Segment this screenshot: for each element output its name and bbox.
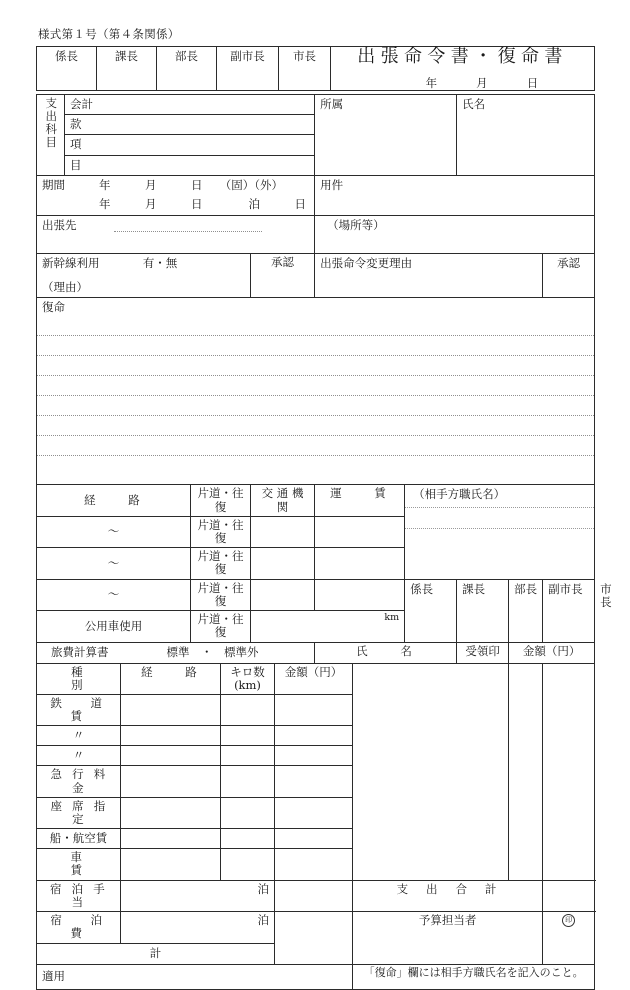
budget-officer-label: 予算担当者	[418, 913, 477, 928]
expense-row-2-kind	[37, 746, 121, 766]
expense-row-5-kind	[37, 829, 121, 849]
seal-icon: 印	[562, 914, 575, 927]
destination-label-wrap	[37, 216, 314, 235]
route-header-transport-label: 交 通 機 関	[261, 486, 304, 514]
expense-row-6-kind-label: 車 賃	[70, 850, 151, 878]
shinkansen-choice[interactable]: 有・無	[142, 255, 178, 270]
affiliation-label: 所属	[320, 97, 344, 111]
expense-row-1-kind-label: 〃	[72, 728, 85, 743]
approval-bottom-label-4: 市長	[600, 581, 612, 609]
payee-header-amount-label: 金額（円）	[522, 643, 581, 658]
expense-row-2-route[interactable]	[121, 746, 221, 766]
route-header-trip-label: 片道・往復	[197, 486, 244, 514]
expense-row-3-amount[interactable]	[275, 766, 353, 797]
account-row-kaikei[interactable]	[65, 95, 315, 115]
report-lines[interactable]	[37, 316, 594, 475]
route-row-0-route[interactable]	[37, 516, 191, 547]
period-label: 期間	[42, 177, 65, 192]
expense-row-1-kind	[37, 726, 121, 746]
route-row-0-transport[interactable]	[251, 516, 315, 547]
report-line[interactable]	[37, 336, 594, 356]
purpose-label: 用件	[320, 177, 344, 192]
official-car-trip-cell[interactable]	[191, 611, 251, 642]
expense-header-kind-label: 種 別	[71, 664, 131, 692]
expense-row-3-route[interactable]	[121, 766, 221, 797]
approval-label-4: 市長	[293, 49, 316, 63]
expense-row-0-amount[interactable]	[275, 694, 353, 725]
payee-header-seal-label: 受領印	[465, 643, 500, 658]
counterpart-space[interactable]	[405, 508, 594, 528]
route-row-2-trip[interactable]	[191, 579, 251, 610]
report-line[interactable]	[37, 416, 594, 436]
expense-row-3-km[interactable]	[221, 766, 275, 797]
route-row-1-trip[interactable]	[191, 548, 251, 579]
expense-row-1-amount[interactable]	[275, 726, 353, 746]
route-row-1-transport[interactable]	[251, 548, 315, 579]
route-row-0-fare[interactable]	[315, 516, 405, 547]
expense-row-2-kind-label: 〃	[72, 748, 85, 763]
expense-row-4-kind	[37, 797, 121, 828]
report-line[interactable]	[37, 376, 594, 396]
application-cell[interactable]	[37, 964, 353, 989]
route-row-2-route-text: 〜	[107, 587, 120, 602]
shinkansen-approval-cell[interactable]	[251, 253, 315, 297]
payout-total-label-cell	[353, 880, 543, 911]
route-header-fare	[315, 485, 405, 516]
expense-grand-total-amount[interactable]	[275, 912, 353, 964]
lodging-fee-nights-cell[interactable]	[121, 912, 275, 943]
payee-name-cell[interactable]	[353, 663, 509, 880]
lodging-allowance-nights-cell[interactable]	[121, 880, 275, 911]
report-line[interactable]	[37, 436, 594, 456]
route-row-1-fare[interactable]	[315, 548, 405, 579]
approval-label-0: 係長	[55, 49, 78, 63]
expense-row-5-route[interactable]	[121, 829, 221, 849]
payee-header-name-label: 氏 名	[356, 643, 416, 658]
expense-row-6-kind	[37, 849, 151, 880]
period-line-1	[37, 176, 314, 195]
expense-row-4-kind-label: 座 席 指 定	[50, 798, 109, 827]
route-row-0-trip[interactable]	[191, 516, 251, 547]
period-row-2[interactable]	[37, 195, 315, 215]
approval-cell-4[interactable]	[279, 47, 331, 91]
route-row-2-fare[interactable]	[315, 579, 405, 610]
report-line[interactable]	[37, 396, 594, 416]
official-car-trip: 片道・往復	[197, 612, 244, 640]
travel-expense-title-wrap	[37, 643, 314, 663]
account-row-moku[interactable]	[65, 155, 315, 175]
expense-row-0-kind-label: 鉄 道 賃	[50, 695, 131, 724]
period-line-2: 年 月 日 泊 日	[99, 197, 306, 212]
approval-bottom-label-3: 副市長	[548, 581, 583, 596]
expense-header-amount	[275, 663, 353, 694]
change-approval-label: 承認	[557, 255, 581, 270]
payee-seal-cell[interactable]	[509, 663, 543, 880]
expense-total-label-cell	[37, 943, 275, 964]
route-header-route-label: 経 路	[84, 492, 143, 507]
official-car-label: 公用車使用	[84, 618, 143, 633]
destination-cell[interactable]	[37, 215, 315, 253]
route-row-2-transport[interactable]	[251, 579, 315, 610]
expense-row-4-km[interactable]	[221, 797, 275, 828]
official-car-unit: km	[384, 612, 400, 624]
approval-cell-1[interactable]	[97, 47, 157, 91]
expense-row-5-kind-label: 船・航空賃	[49, 831, 108, 846]
expense-row-6-km[interactable]	[221, 849, 275, 880]
approval-cell-3[interactable]	[217, 47, 279, 91]
counterpart-cell[interactable]	[405, 485, 595, 579]
expense-row-4-route[interactable]	[121, 797, 221, 828]
expense-row-1-km[interactable]	[221, 726, 275, 746]
shinkansen-cell[interactable]	[37, 253, 251, 297]
route-header-route	[37, 485, 191, 516]
shinkansen-label: 新幹線利用	[42, 255, 100, 270]
official-car-label-cell	[37, 611, 191, 642]
budget-officer-seal	[543, 912, 594, 929]
main-table	[36, 94, 612, 990]
payout-total-label: 支 出 合 計	[396, 881, 500, 896]
official-car-km-cell[interactable]	[251, 611, 405, 642]
route-row-2-trip-text: 片道・往復	[197, 580, 244, 608]
footnote-cell	[353, 964, 595, 989]
account-label-kan: 款	[70, 117, 82, 132]
account-label-ko: 項	[70, 137, 82, 152]
lodging-allowance-amount[interactable]	[275, 880, 353, 911]
approval-bottom-label-0: 係長	[410, 581, 434, 596]
expense-header-route	[121, 663, 221, 694]
destination-write-line[interactable]	[114, 231, 262, 232]
page-title: 出張命令書・復命書	[357, 46, 568, 67]
lodging-allowance-label: 宿 泊 手 当	[50, 881, 108, 909]
approval-cell-2[interactable]	[157, 47, 217, 91]
approval-bottom-label-1: 課長	[462, 581, 486, 596]
account-label-kaikei: 会計	[70, 97, 93, 111]
approval-bottom-label-2: 部長	[514, 581, 538, 596]
name-top-label: 氏名	[462, 97, 486, 111]
route-row-1-route-text: 〜	[107, 555, 120, 570]
shinkansen-line-1	[37, 254, 250, 273]
account-label-moku: 目	[70, 157, 82, 172]
shinkansen-approval-label: 承認	[271, 254, 295, 269]
route-header-fare-label: 運 賃	[330, 486, 390, 501]
approval-label-1: 課長	[115, 49, 138, 63]
expense-row-0-kind	[37, 694, 131, 725]
place-cell[interactable]	[315, 215, 595, 253]
period-line1-text: 年 月 日 （固）（外）	[99, 177, 283, 192]
route-row-2-route[interactable]	[37, 579, 191, 610]
lodging-fee-unit: 泊	[257, 913, 269, 928]
payout-total-amount[interactable]	[543, 880, 595, 911]
expense-header-km	[221, 663, 275, 694]
expense-row-4-amount[interactable]	[275, 797, 353, 828]
purpose-cell[interactable]	[315, 175, 595, 215]
route-header-trip	[191, 485, 251, 516]
lodging-allowance-label-cell	[37, 880, 121, 911]
counterpart-label: （相手方職氏名）	[413, 487, 506, 502]
payee-header-seal	[457, 642, 509, 663]
application-label: 適用	[42, 968, 65, 983]
approval-bottom-cell-3[interactable]	[543, 579, 595, 642]
account-row-ko[interactable]	[65, 135, 315, 155]
expense-row-2-amount[interactable]	[275, 746, 353, 766]
period-row-1[interactable]	[37, 175, 315, 195]
expense-row-2-km[interactable]	[221, 746, 275, 766]
budget-officer-label-cell	[353, 912, 543, 964]
affiliation-cell[interactable]	[315, 95, 457, 176]
travel-expense-title: 旅費計算書	[51, 644, 109, 659]
route-row-1-trip-text: 片道・往復	[197, 549, 244, 577]
expense-row-5-km[interactable]	[221, 829, 275, 849]
report-line[interactable]	[37, 356, 594, 376]
expense-row-3-kind-label: 急 行 料 金	[50, 767, 109, 795]
footnote-text: 「復命」欄には相手方職氏名を記入のこと。	[363, 965, 584, 979]
expense-header-km-label: キロ数(km)	[230, 664, 265, 692]
title-date: 年 月 日	[425, 75, 540, 90]
destination-label: 出張先	[42, 217, 77, 232]
title-cell	[331, 47, 595, 91]
main-sheet	[36, 94, 612, 990]
payee-amount-cell[interactable]	[543, 663, 595, 880]
account-row-kan[interactable]	[65, 115, 315, 135]
name-top-cell[interactable]	[457, 95, 595, 176]
expense-row-0-km[interactable]	[221, 694, 275, 725]
approval-bottom-cell-2[interactable]	[509, 579, 543, 642]
expense-row-6-amount[interactable]	[275, 849, 353, 880]
expense-row-3-kind	[37, 766, 121, 797]
budget-officer-seal-cell[interactable]	[543, 912, 595, 964]
approval-bottom-cell-1[interactable]	[457, 579, 509, 642]
approval-cell-0[interactable]	[37, 47, 97, 91]
lodging-fee-label-cell	[37, 912, 131, 943]
travel-expense-standard[interactable]: 標準 ・ 標準外	[166, 644, 259, 659]
report-line[interactable]	[37, 456, 594, 475]
report-label: 復命	[42, 300, 65, 315]
report-line[interactable]	[37, 316, 594, 336]
lodging-fee-label: 宿 泊 費	[50, 913, 131, 941]
expense-row-1-route[interactable]	[121, 726, 221, 746]
travel-expense-title-cell	[37, 642, 315, 663]
route-row-0-route-text: 〜	[107, 524, 120, 539]
expense-row-0-route[interactable]	[121, 694, 221, 725]
route-row-0-trip-text: 片道・往復	[197, 517, 244, 545]
approval-label-3: 副市長	[230, 49, 265, 63]
place-label: （場所等）	[327, 217, 385, 232]
approval-bottom-cell-0[interactable]	[405, 579, 457, 642]
route-row-1-route[interactable]	[37, 548, 191, 579]
payee-header-name	[315, 642, 457, 663]
change-reason-label: 出張命令変更理由	[320, 255, 413, 270]
report-cell[interactable]	[37, 298, 595, 485]
change-approval-cell[interactable]	[543, 253, 595, 297]
expense-account-label: 支出科目	[44, 97, 59, 149]
lodging-allowance-unit: 泊	[257, 881, 269, 896]
expense-header-kind	[37, 663, 131, 694]
approval-label-2: 部長	[175, 49, 198, 63]
expense-row-5-amount[interactable]	[275, 829, 353, 849]
change-reason-cell[interactable]	[315, 253, 543, 297]
form-number: 様式第１号（第４条関係）	[38, 27, 180, 41]
expense-header-route-label: 経 路	[141, 664, 200, 679]
shinkansen-reason-label: （理由）	[42, 280, 88, 295]
counterpart-line[interactable]	[405, 528, 594, 529]
expense-total-label: 計	[149, 945, 162, 960]
route-header-transport	[251, 485, 315, 516]
expense-account-label-cell	[37, 95, 65, 176]
expense-header-amount-label: 金額（円）	[284, 664, 343, 679]
top-band-table	[36, 46, 595, 91]
payee-header-amount	[509, 642, 595, 663]
top-band	[36, 46, 594, 91]
